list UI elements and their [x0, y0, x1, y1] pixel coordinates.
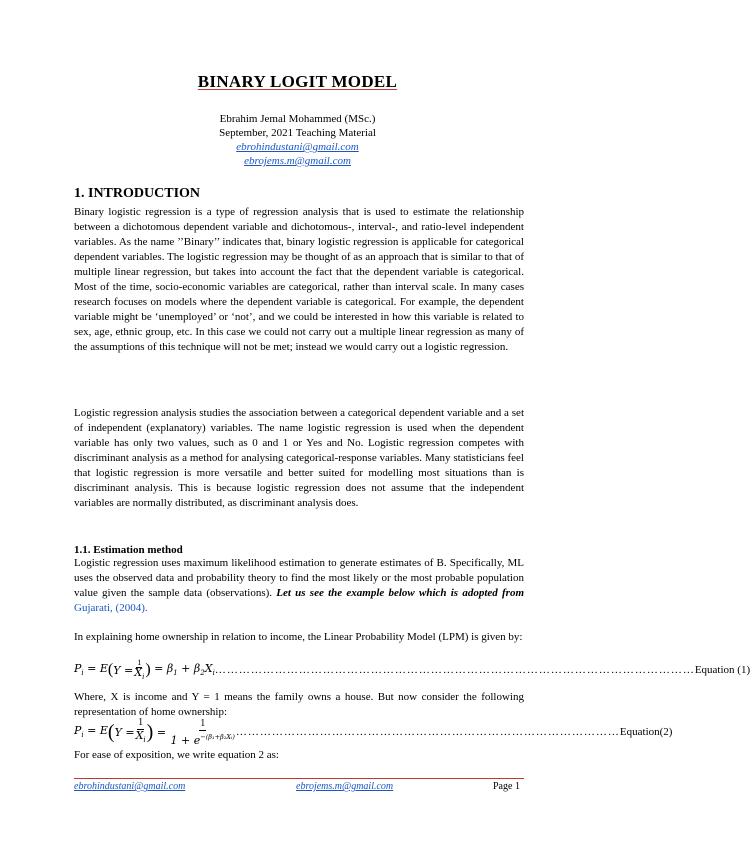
footer-email-2[interactable]: ebrojems.m@gmail.com [296, 781, 394, 792]
lpm-paragraph: In explaining home ownership in relation to income, the Linear Probability Model (LPM) is given by: [74, 631, 523, 643]
author-email-1[interactable]: ebrohindustani@gmail.com [236, 141, 359, 153]
page-number: Page 1 [493, 781, 520, 792]
citation-link[interactable]: Gujarati, (2004). [74, 602, 148, 614]
date-line: September, 2021 Teaching Material [219, 127, 376, 139]
equation-1: $P_i = E$ ( Y = $\frac{1}{X_i}$ ) = $\beta_1 + \beta_2X_i$ ………………………………………………………………………………………………………… Equation (1) [74, 657, 750, 682]
intro-paragraph-2: Logistic regression analysis studies the association between a categorical dependent variable and a set of independent (explanatory) variables. The name logistic regression is used when the dependent variable has only two values, such as 0 and 1 or Yes and No. Logistic regression competes with discriminant analysis as a method for analysing categorical-response variables. Many statisticians feel that logistic regression is more versatile and better suited for modelling most situations than is discriminant analysis. This is because logistic regression does not assume that the independent variables are normally distributed, as discriminant analysis does. [74, 407, 524, 509]
example-lead-in: Let us see the example below which is adopted from [276, 587, 524, 599]
equation-2-label: Equation(2) [619, 726, 673, 738]
exposition-paragraph: For ease of exposition, we write equation 2 as: [74, 749, 279, 761]
footer-rule [74, 778, 524, 779]
intro-paragraph-1: Binary logistic regression is a type of regression analysis that is used to estimate the relationship between a dichotomous dependent variable and dichotomous-, interval-, and ratio-level independent variables. As the name ’’Binary’’ indicates that, binary logistic regression is applicable for categorical dependent variables. The logistic regression may be thought of as an approach that is similar to that of multiple linear regression, but takes into account the fact that the dependent variable is categorical. Most of the time, socio-economic variables are categorical, rather than interval scale. In many cases research focuses on models where the dependent variable is categorical. For example, the dependent variable might be ‘unemployed’ or ‘not’, and we could be interested in how this variable is related to sex, age, ethnic group, etc. In this case we could not carry out a multiple linear regression as many of the assumptions of this technique will not be met; instead we would carry out a logistic regression. [74, 206, 524, 353]
subsection-heading-estimation: 1.1. Estimation method [74, 544, 183, 556]
section-heading-introduction: 1. INTRODUCTION [74, 186, 201, 201]
document-title: BINARY LOGIT MODEL [197, 72, 398, 91]
author-line: Ebrahim Jemal Mohammed (MSc.) [219, 113, 376, 125]
estimation-paragraph: Logistic regression uses maximum likelihood estimation to generate estimates of B. Specifically, ML uses the observed data and probability theory to find the most likely or the most probable population value given the sample data (observations). Let us see the example below which is adopted from Gujarati, (2004). [74, 557, 524, 614]
where-paragraph: Where, X is income and Y = 1 means the family owns a house. But now consider the following representation of home ownership: [74, 691, 524, 718]
equation-1-label: Equation (1) [694, 664, 750, 676]
author-email-2[interactable]: ebrojems.m@gmail.com [244, 155, 351, 167]
equation-2: $P_i = E$ ( Y = $\frac{1}{X_i}$ ) = $\frac{1}{1 + e^{-(\beta_1+\beta_2Xᵢ)}}$ …………………………………………………………………………………… Equation(2) [74, 717, 673, 747]
footer-email-1[interactable]: ebrohindustani@gmail.com [74, 781, 186, 792]
